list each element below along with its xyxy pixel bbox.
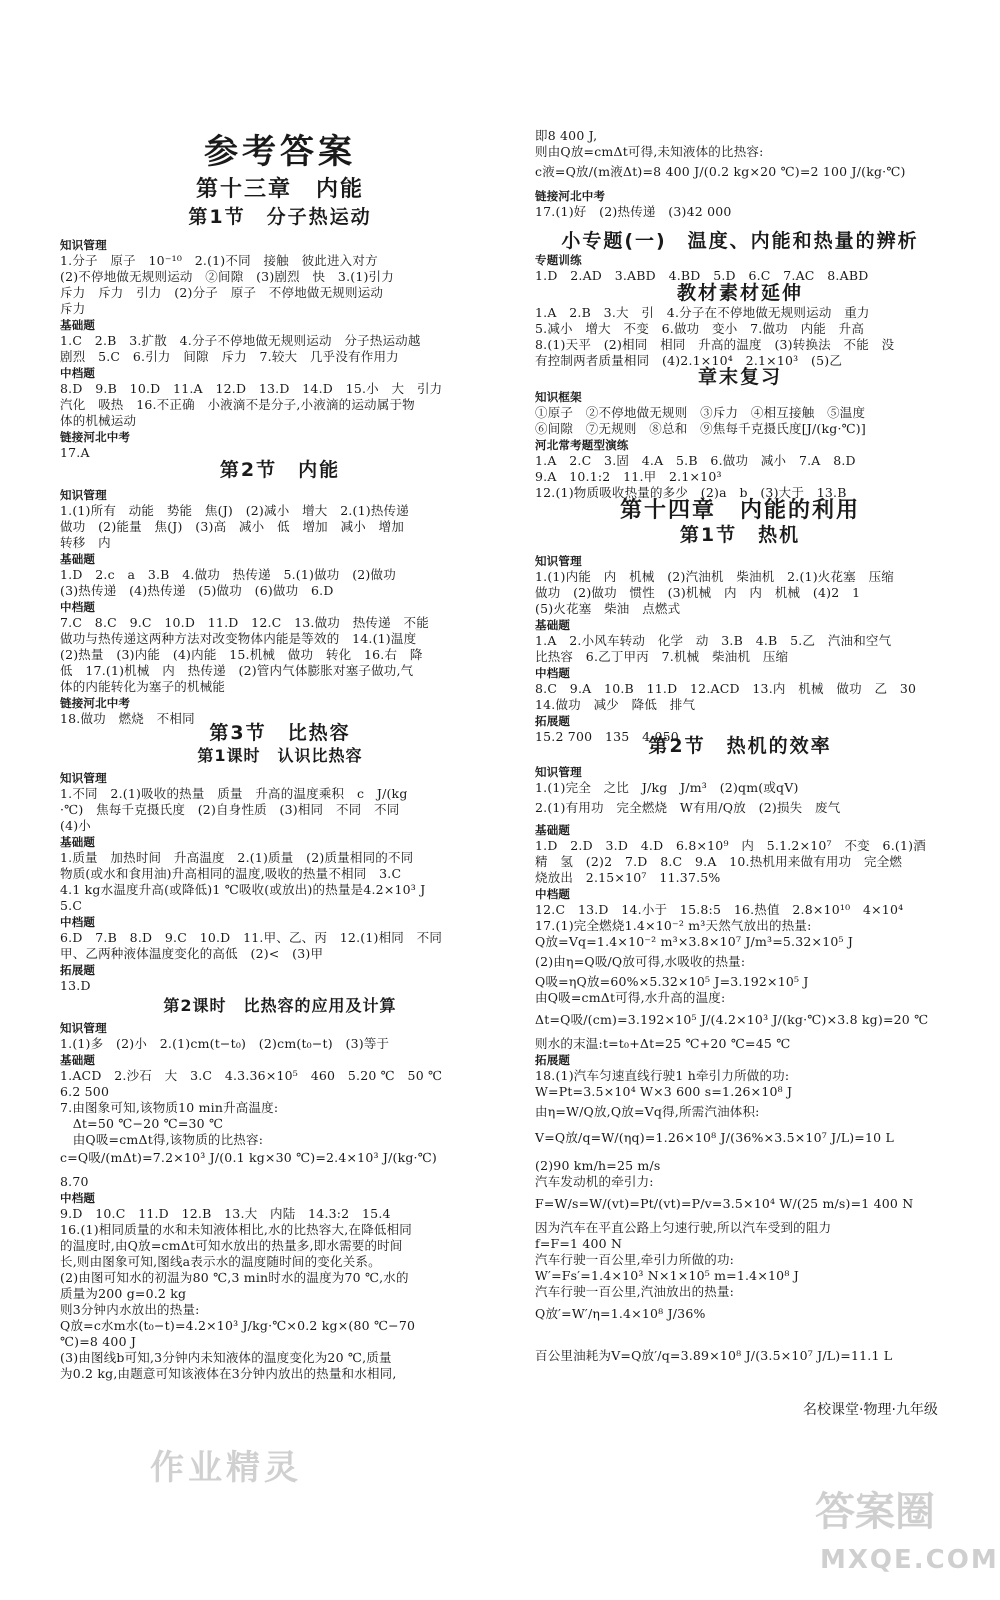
block-label: 知识管理 bbox=[60, 1021, 107, 1035]
block-label: 河北常考题型演练 bbox=[535, 438, 629, 452]
block-label: 拓展题 bbox=[535, 1053, 571, 1067]
chapter-heading: 第十三章 内能 bbox=[195, 177, 364, 202]
answer-line: 由Q吸=cmΔt得,该物质的比热容: bbox=[60, 1132, 264, 1147]
block-label: 中档题 bbox=[60, 600, 96, 614]
chapter-heading: 第十四章 内能的利用 bbox=[619, 498, 860, 523]
answer-line: 有控制两者质量相同 (4)2.1×10⁴ 2.1×10³ (5)乙 bbox=[535, 353, 843, 368]
answer-line: 则水的末温:t=t₀+Δt=25 ℃+20 ℃=45 ℃ bbox=[535, 1036, 791, 1051]
answer-line: 1.不同 2.(1)吸收的热量 质量 升高的温度乘积 c J/(kg bbox=[60, 786, 408, 801]
block-label: 知识框架 bbox=[535, 390, 582, 404]
answer-line: 1.D 2.AD 3.ABD 4.BD 5.D 6.C 7.AC 8.ABD bbox=[535, 268, 869, 283]
answer-line: W′=Fs′=1.4×10³ N×1×10⁵ m=1.4×10⁸ J bbox=[535, 1268, 799, 1283]
answer-line: 8.70 bbox=[60, 1174, 89, 1189]
answer-line: 物质(或水和食用油)升高相同的温度,吸收的热量不相同 3.C bbox=[60, 866, 402, 881]
answer-line: 1.C 2.B 3.扩散 4.分子不停地做无规则运动 分子热运动越 bbox=[60, 333, 421, 348]
answer-line: (2)热量 (3)内能 (4)内能 15.机械 做功 转化 16.右 降 bbox=[60, 647, 423, 662]
answer-line: 1.ACD 2.沙石 大 3.C 4.3.36×10⁵ 460 5.20 ℃ 50 ℃ bbox=[60, 1068, 443, 1083]
answer-line: Δt=50 ℃−20 ℃=30 ℃ bbox=[60, 1116, 224, 1131]
section-heading: 第3节 比热容 bbox=[209, 722, 351, 744]
answer-line: 烧放出 2.15×10⁷ 11.37.5% bbox=[535, 870, 721, 885]
answer-line: 汽化 吸热 16.不正确 小液滴不是分子,小液滴的运动属于物 bbox=[60, 397, 415, 412]
answer-line: 体的内能转化为塞子的机械能 bbox=[60, 679, 226, 694]
block-label: 基础题 bbox=[535, 618, 571, 632]
answer-line: 1.A 2.小风车转动 化学 动 3.B 4.B 5.乙 汽油和空气 bbox=[535, 633, 892, 648]
answer-line: F=W/s=W/(vt)=Pt/(vt)=P/v=3.5×10⁴ W/(25 m/s)=1 400 N bbox=[535, 1196, 914, 1211]
answer-line: 1.(1)所有 动能 势能 焦(J) (2)减小 增大 2.(1)热传递 bbox=[60, 503, 409, 518]
answer-line: V=Q放/q=W/(ηq)=1.26×10⁸ J/(36%×3.5×10⁷ J/L)=10 L bbox=[535, 1130, 894, 1145]
answer-line: 9.D 10.C 11.D 12.B 13.大 内陆 14.3:2 15.4 bbox=[60, 1206, 391, 1221]
answer-line: 做功与热传递这两种方法对改变物体内能是等效的 14.(1)温度 bbox=[60, 631, 417, 646]
block-label: 知识管理 bbox=[535, 765, 582, 779]
answer-line: 13.D bbox=[60, 978, 91, 993]
block-label: 基础题 bbox=[60, 552, 96, 566]
subsection-heading: 第2课时 比热容的应用及计算 bbox=[163, 996, 397, 1015]
answer-line: 17.(1)完全燃烧1.4×10⁻² m³天然气放出的热量: bbox=[535, 918, 812, 933]
section-heading: 教材素材延伸 bbox=[676, 282, 803, 304]
block-label: 知识管理 bbox=[60, 238, 107, 252]
answer-line: 7.C 8.C 9.C 10.D 11.D 12.C 13.做功 热传递 不能 bbox=[60, 615, 429, 630]
answer-line: 6.2 500 bbox=[60, 1084, 110, 1099]
answer-line: 因为汽车在平直公路上匀速行驶,所以汽车受到的阻力 bbox=[535, 1220, 832, 1235]
answer-line: 9.A 10.1:2 11.甲 2.1×10³ bbox=[535, 469, 722, 484]
subsection-heading: 第1课时 认识比热容 bbox=[197, 746, 363, 765]
section-heading: 第2节 热机的效率 bbox=[648, 735, 832, 757]
answer-line: 1.分子 原子 10⁻¹⁰ 2.(1)不同 接触 彼此进入对方 bbox=[60, 253, 378, 268]
answer-line: Q放=Vq=1.4×10⁻² m³×3.8×10⁷ J/m³=5.32×10⁵ J bbox=[535, 934, 854, 949]
block-label: 中档题 bbox=[60, 915, 96, 929]
block-label: 知识管理 bbox=[535, 554, 582, 568]
answer-line: (4)小 bbox=[60, 818, 92, 833]
watermark-stamp: 作业精灵 bbox=[150, 1448, 302, 1488]
answer-line: 质量为200 g=0.2 kg bbox=[60, 1286, 187, 1301]
answer-line: 甲、乙两种液体温度变化的高低 (2)< (3)甲 bbox=[60, 946, 324, 961]
answer-line: 1.质量 加热时间 升高温度 2.(1)质量 (2)质量相同的不同 bbox=[60, 850, 414, 865]
answer-line: ℃)=8 400 J bbox=[60, 1334, 137, 1349]
answer-line: Δt=Q吸/(cm)=3.192×10⁵ J/(4.2×10³ J/(kg·℃)×3.8 kg)=20 ℃ bbox=[535, 1012, 929, 1027]
answer-line: ·℃) 焦每千克摄氏度 (2)自身性质 (3)相同 不同 不同 bbox=[60, 802, 400, 817]
footer-book-title: 名校课堂·物理·九年级 bbox=[803, 1402, 938, 1418]
answer-line: (2)由η=Q吸/Q放可得,水吸收的热量: bbox=[535, 954, 746, 969]
block-label: 基础题 bbox=[60, 835, 96, 849]
section-heading: 小专题(一) 温度、内能和热量的辨析 bbox=[561, 230, 919, 252]
answer-line: 体的机械运动 bbox=[60, 413, 137, 428]
answer-line: 5.C bbox=[60, 898, 83, 913]
answer-line: Q放′=W′/η=1.4×10⁸ J/36% bbox=[535, 1306, 706, 1321]
block-label: 基础题 bbox=[60, 318, 96, 332]
block-label: 知识管理 bbox=[60, 771, 107, 785]
answer-line: 18.做功 燃烧 不相同 bbox=[60, 711, 195, 726]
answer-line: (3)由图线b可知,3分钟内未知液体的温度变化为20 ℃,质量 bbox=[60, 1350, 392, 1365]
block-label: 链接河北中考 bbox=[60, 430, 131, 444]
answer-line: 斥力 bbox=[60, 301, 86, 316]
answer-line: 精 氢 (2)2 7.D 8.C 9.A 10.热机用来做有用功 完全燃 bbox=[535, 854, 903, 869]
answer-line: 2.(1)有用功 完全燃烧 W有用/Q放 (2)损失 废气 bbox=[535, 800, 841, 815]
answer-line: 8.(1)天平 (2)相同 相同 升高的温度 (3)转换法 不能 没 bbox=[535, 337, 895, 352]
answer-line: ⑥间隙 ⑦无规则 ⑧总和 ⑨焦每千克摄氏度[J/(kg·℃)] bbox=[535, 421, 866, 436]
block-label: 中档题 bbox=[60, 1191, 96, 1205]
answer-line: 6.D 7.B 8.D 9.C 10.D 11.甲、乙、丙 12.(1)相同 不同 bbox=[60, 930, 443, 945]
answer-line: 16.(1)相同质量的水和未知液体相比,水的比热容大,在降低相同 bbox=[60, 1222, 412, 1237]
answer-line: 低 17.(1)机械 内 热传递 (2)管内气体膨胀对塞子做功,气 bbox=[60, 663, 414, 678]
answer-line: 为0.2 kg,由题意可知该液体在3分钟内放出的热量和水相同, bbox=[60, 1366, 397, 1381]
answer-line: 17.A bbox=[60, 445, 90, 460]
answer-line: 1.(1)内能 内 机械 (2)汽油机 柴油机 2.(1)火花塞 压缩 bbox=[535, 569, 894, 584]
answer-line: 12.C 13.D 14.小于 15.8:5 16.热值 2.8×10¹⁰ 4×10⁴ bbox=[535, 902, 904, 917]
answer-line: 1.D 2.c a 3.B 4.做功 热传递 5.(1)做功 (2)做功 bbox=[60, 567, 396, 582]
answer-line: c=Q吸/(mΔt)=7.2×10³ J/(0.1 kg×30 ℃)=2.4×10³ J/(kg·℃) bbox=[60, 1150, 437, 1165]
answer-line: (2)90 km/h=25 m/s bbox=[535, 1158, 661, 1173]
block-label: 中档题 bbox=[60, 366, 96, 380]
block-label: 拓展题 bbox=[535, 714, 571, 728]
page-title: 参考答案 bbox=[204, 132, 356, 172]
answer-line: Q吸=ηQ放=60%×5.32×10⁵ J=3.192×10⁵ J bbox=[535, 974, 809, 989]
answer-line: f=F=1 400 N bbox=[535, 1236, 623, 1251]
answer-line: 18.(1)汽车匀速直线行驶1 h牵引力所做的功: bbox=[535, 1068, 790, 1083]
answer-line: 由Q吸=cmΔt可得,水升高的温度: bbox=[535, 990, 726, 1005]
answer-line: 1.A 2.B 3.大 引 4.分子在不停地做无规则运动 重力 bbox=[535, 305, 870, 320]
answer-line: 5.减小 增大 不变 6.做功 变小 7.做功 内能 升高 bbox=[535, 321, 865, 336]
section-heading: 第2节 内能 bbox=[219, 459, 341, 481]
answer-line: 17.(1)好 (2)热传递 (3)42 000 bbox=[535, 204, 732, 219]
block-label: 专题训练 bbox=[535, 253, 582, 267]
answer-line: 1.A 2.C 3.固 4.A 5.B 6.做功 减小 7.A 8.D bbox=[535, 453, 856, 468]
answer-line: ①原子 ②不停地做无规则 ③斥力 ④相互接触 ⑤温度 bbox=[535, 405, 866, 420]
answer-line: W=Pt=3.5×10⁴ W×3 600 s=1.26×10⁸ J bbox=[535, 1084, 793, 1099]
block-label: 链接河北中考 bbox=[535, 189, 606, 203]
answer-line: c液=Q放/(m液Δt)=8 400 J/(0.2 kg×20 ℃)=2 100 J/(kg·℃) bbox=[535, 164, 906, 179]
answer-line: 做功 (2)做功 惯性 (3)机械 内 内 机械 (4)2 1 bbox=[535, 585, 861, 600]
answer-line: (3)热传递 (4)热传递 (5)做功 (6)做功 6.D bbox=[60, 583, 334, 598]
answer-line: 百公里油耗为V=Q放′/q=3.89×10⁸ J/(3.5×10⁷ J/L)=11.1 L bbox=[535, 1348, 893, 1363]
watermark-url: MXQE.COM bbox=[820, 1545, 999, 1575]
answer-line: Q放=c水m水(t₀−t)=4.2×10³ J/kg·℃×0.2 kg×(80 ℃−70 bbox=[60, 1318, 416, 1333]
answer-line: 比热容 6.乙丁甲丙 7.机械 柴油机 压缩 bbox=[535, 649, 789, 664]
answer-line: 做功 (2)能量 焦(J) (3)高 减小 低 增加 减小 增加 bbox=[60, 519, 405, 534]
answer-line: 汽车行驶一百公里,汽油放出的热量: bbox=[535, 1284, 735, 1299]
answer-line: 8.C 9.A 10.B 11.D 12.ACD 13.内 机械 做功 乙 30 bbox=[535, 681, 917, 696]
answer-line: 即8 400 J, bbox=[535, 128, 598, 143]
section-heading: 第1节 分子热运动 bbox=[188, 206, 372, 228]
answer-line: 斥力 斥力 引力 (2)分子 原子 不停地做无规则运动 bbox=[60, 285, 384, 300]
answer-line: 7.由图象可知,该物质10 min升高温度: bbox=[60, 1100, 279, 1115]
answer-line: 1.(1)完全 之比 J/kg J/m³ (2)qm(或qV) bbox=[535, 780, 799, 795]
block-label: 基础题 bbox=[535, 823, 571, 837]
section-heading: 章末复习 bbox=[697, 366, 782, 388]
answer-line: (2)不停地做无规则运动 ②间隙 (3)剧烈 快 3.(1)引力 bbox=[60, 269, 394, 284]
block-label: 知识管理 bbox=[60, 488, 107, 502]
answer-line: 4.1 kg水温度升高(或降低)1 ℃吸收(或放出)的热量是4.2×10³ J bbox=[60, 882, 426, 897]
answer-line: 转移 内 bbox=[60, 535, 111, 550]
answer-line: 汽车行驶一百公里,牵引力所做的功: bbox=[535, 1252, 735, 1267]
answer-line: 则3分钟内水放出的热量: bbox=[60, 1302, 200, 1317]
answer-line: 汽车发动机的牵引力: bbox=[535, 1174, 654, 1189]
answer-line: 长,则由图象可知,图线a表示水的温度随时间的变化关系。 bbox=[60, 1254, 381, 1269]
answer-line: 12.(1)物质吸收热量的多少 (2)a b (3)大于 13.B bbox=[535, 485, 847, 500]
block-label: 拓展题 bbox=[60, 963, 96, 977]
watermark-logo: 答案圈 bbox=[815, 1489, 935, 1535]
answer-line: 1.(1)多 (2)小 2.(1)cm(t−t₀) (2)cm(t₀−t) (3)等于 bbox=[60, 1036, 390, 1051]
answer-line: 的温度时,由Q放=cmΔt可知水放出的热量多,即水需要的时间 bbox=[60, 1238, 403, 1253]
answer-line: 8.D 9.B 10.D 11.A 12.D 13.D 14.D 15.小 大 引力 bbox=[60, 381, 443, 396]
answer-line: 14.做功 减少 降低 排气 bbox=[535, 697, 696, 712]
block-label: 基础题 bbox=[60, 1053, 96, 1067]
block-label: 中档题 bbox=[535, 887, 571, 901]
block-label: 中档题 bbox=[535, 666, 571, 680]
answer-line: (5)火花塞 柴油 点燃式 bbox=[535, 601, 681, 616]
answer-line: 1.D 2.D 3.D 4.D 6.8×10⁹ 内 5.1.2×10⁷ 不变 6.(1)酒 bbox=[535, 838, 926, 853]
block-label: 链接河北中考 bbox=[60, 696, 131, 710]
answer-line: 15.2 700 135 4 050 bbox=[535, 729, 679, 744]
answer-line: 则由Q放=cmΔt可得,未知液体的比热容: bbox=[535, 144, 764, 159]
answer-line: 剧烈 5.C 6.引力 间隙 斥力 7.较大 几乎没有作用力 bbox=[60, 349, 399, 364]
answer-line: 由η=W/Q放,Q放=Vq得,所需汽油体积: bbox=[535, 1104, 760, 1119]
section-heading: 第1节 热机 bbox=[679, 524, 801, 546]
answer-line: (2)由图可知水的初温为80 ℃,3 min时水的温度为70 ℃,水的 bbox=[60, 1270, 409, 1285]
